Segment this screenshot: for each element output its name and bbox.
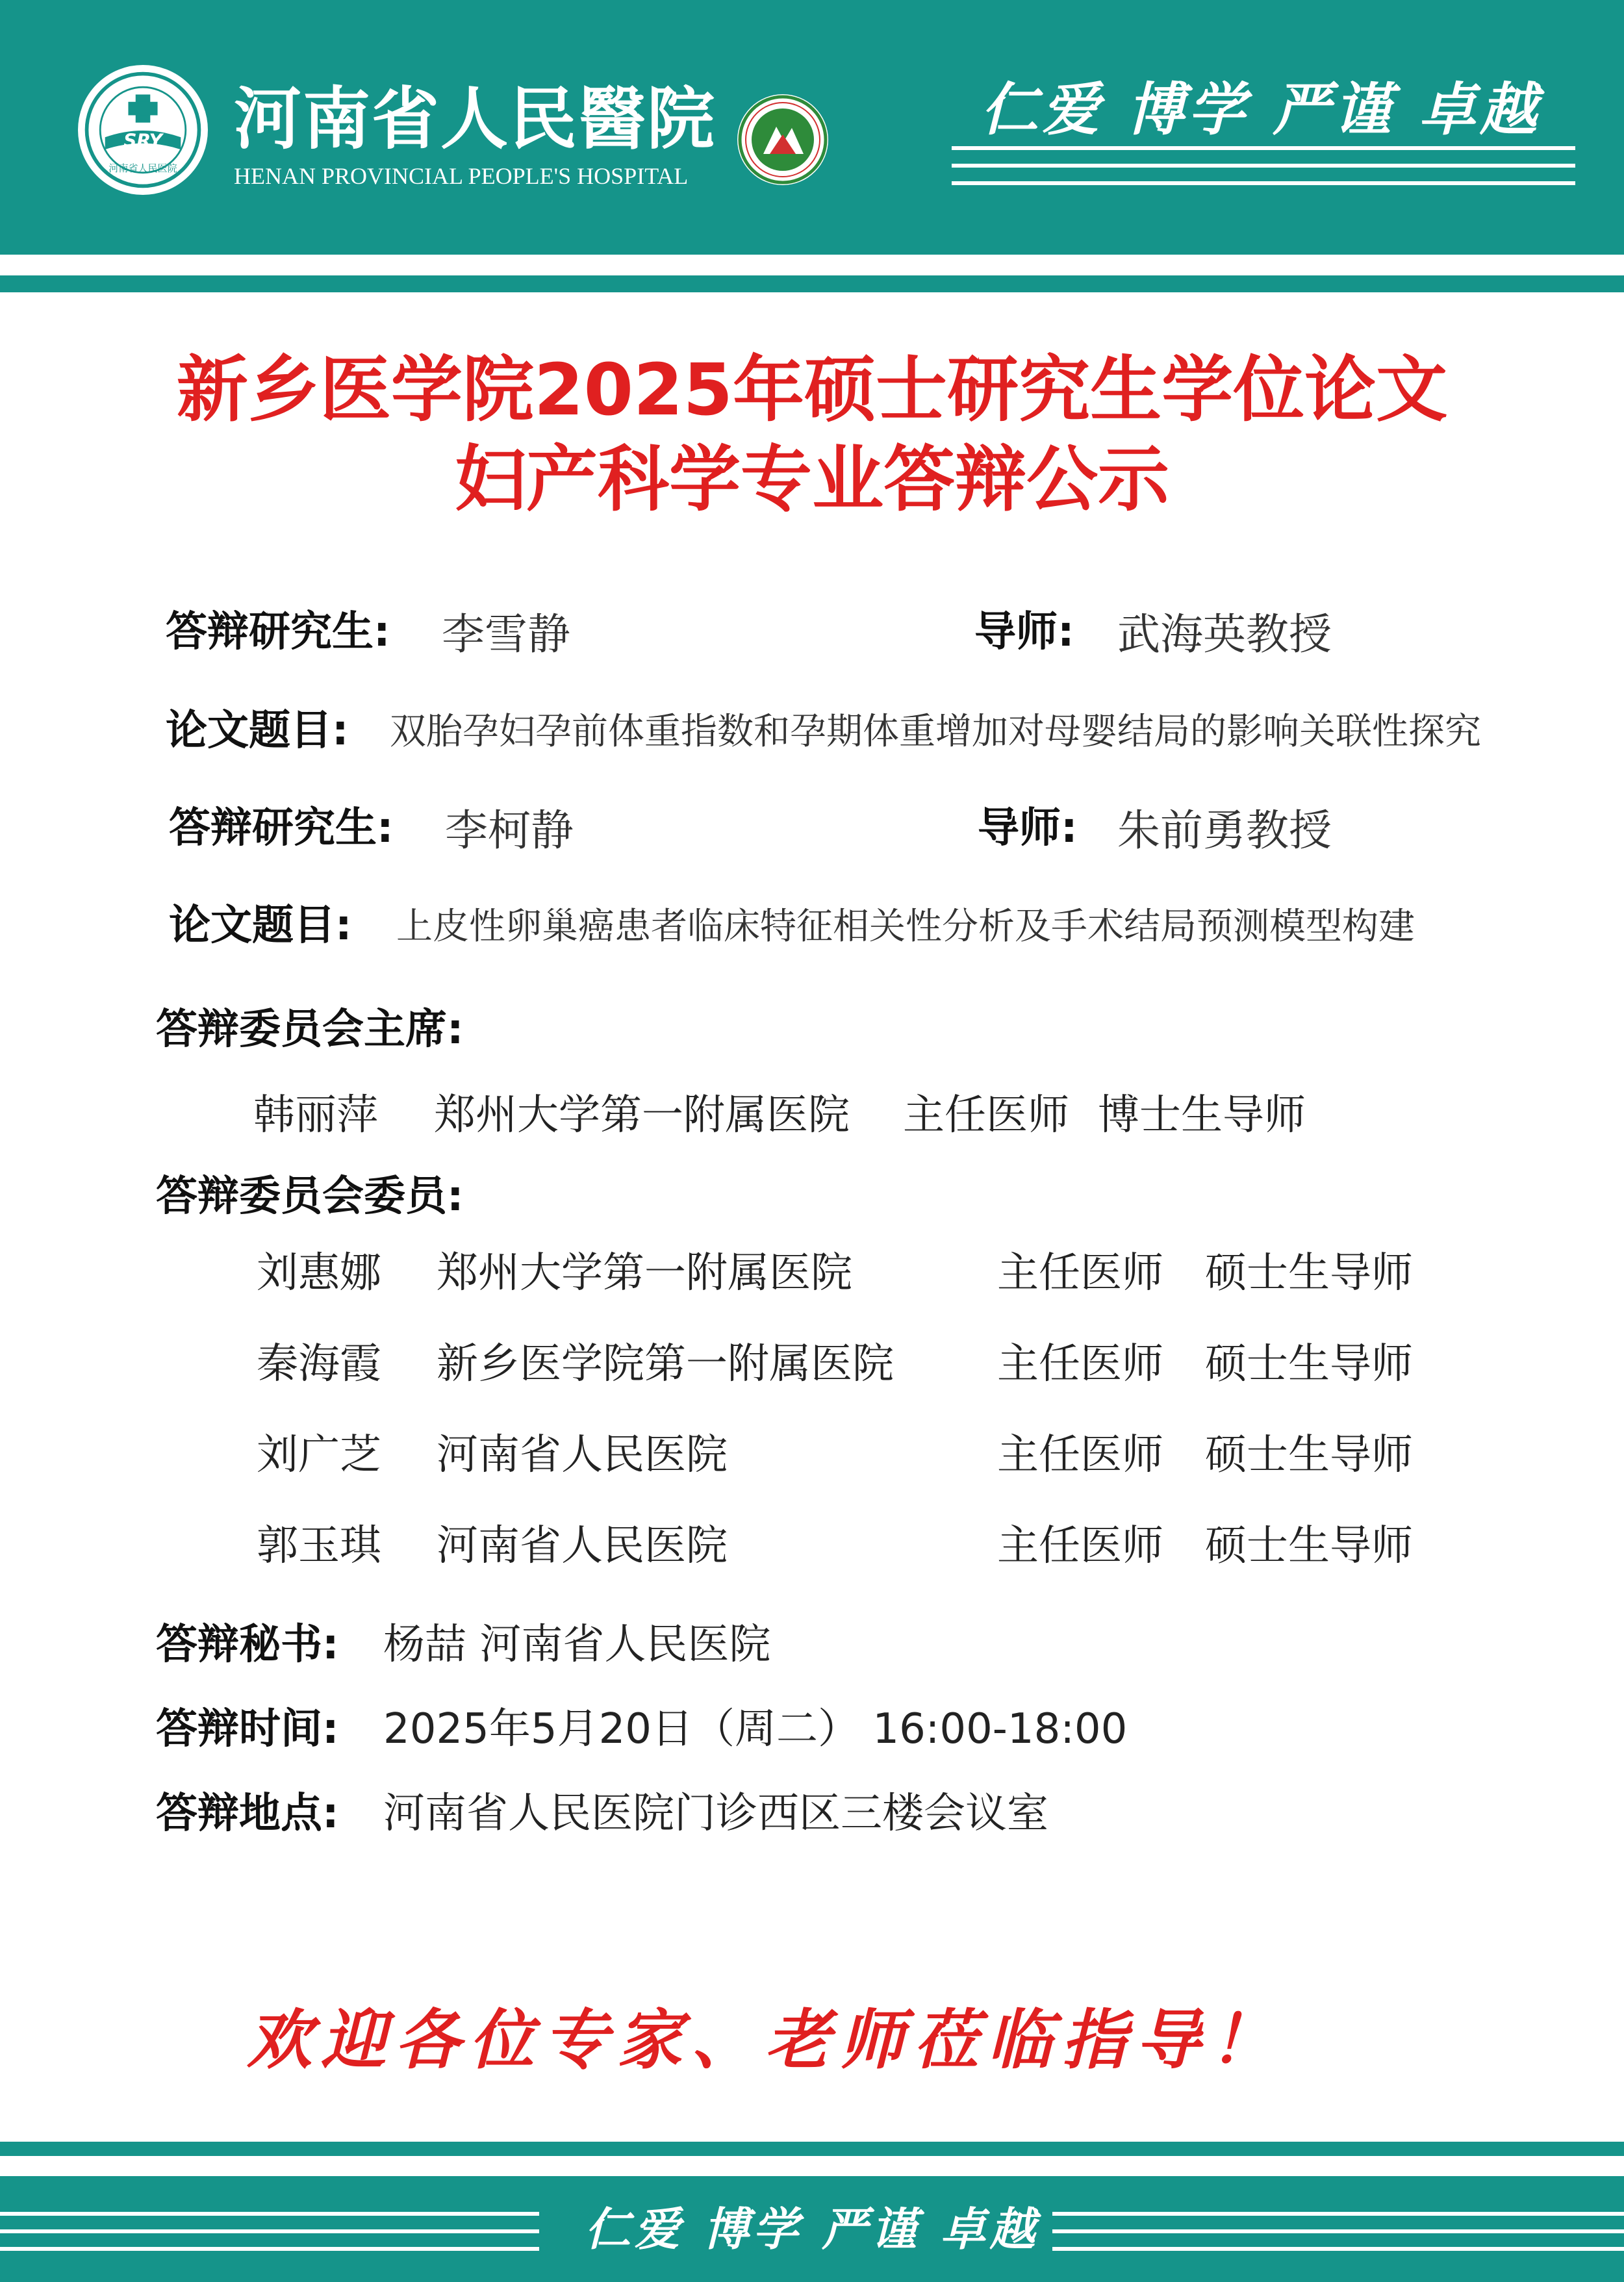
advisor-label: 导师: xyxy=(978,804,1078,852)
motto-top: 仁爱 博学 严谨 卓越 xyxy=(981,75,1541,143)
chair-role: 博士生导师 xyxy=(1098,1091,1306,1139)
place-label: 答辩地点: xyxy=(156,1790,339,1838)
footer-divider xyxy=(0,2212,539,2216)
student-label: 答辩研究生: xyxy=(166,608,390,656)
hospital-name-en: HENAN PROVINCIAL PEOPLE'S HOSPITAL xyxy=(234,163,689,189)
footer-divider xyxy=(1052,2229,1624,2233)
member-title: 主任医师 xyxy=(997,1249,1163,1297)
motto-divider xyxy=(952,181,1575,185)
place-value: 河南省人民医院门诊西区三楼会议室 xyxy=(383,1790,1048,1838)
member-role: 硕士生导师 xyxy=(1205,1249,1413,1297)
footer-divider xyxy=(0,2247,539,2251)
member-org: 河南省人民医院 xyxy=(437,1522,728,1570)
thesis-label: 论文题目: xyxy=(169,902,352,950)
thesis-label: 论文题目: xyxy=(166,707,349,755)
page-subtitle: 妇产科学专业答辩公示 xyxy=(455,438,1169,521)
motto-bottom: 仁爱 博学 严谨 卓越 xyxy=(585,2202,1039,2256)
footer-divider xyxy=(1052,2212,1624,2216)
time-value: 2025年5月20日（周二） 16:00-18:00 xyxy=(383,1705,1128,1753)
member-org: 河南省人民医院 xyxy=(437,1431,728,1479)
committee-members-label: 答辩委员会委员: xyxy=(156,1173,464,1221)
motto-divider xyxy=(952,146,1575,150)
time-label: 答辩时间: xyxy=(156,1705,339,1753)
member-name: 郭玉琪 xyxy=(257,1522,381,1570)
footer-divider xyxy=(1052,2247,1624,2251)
secretary-label: 答辩秘书: xyxy=(156,1621,339,1669)
member-org: 郑州大学第一附属医院 xyxy=(437,1249,852,1297)
hospital-logo xyxy=(78,65,208,195)
advisor-name: 武海英教授 xyxy=(1117,609,1332,659)
chair-org: 郑州大学第一附属医院 xyxy=(434,1091,850,1139)
member-title: 主任医师 xyxy=(997,1340,1163,1388)
thesis-title: 上皮性卵巢癌患者临床特征相关性分析及手术结局预测模型构建 xyxy=(396,906,1415,948)
motto-divider xyxy=(952,164,1575,168)
thesis-title: 双胎孕妇孕前体重指数和孕期体重增加对母婴结局的影响关联性探究 xyxy=(390,711,1481,753)
member-title: 主任医师 xyxy=(997,1522,1163,1570)
member-role: 硕士生导师 xyxy=(1205,1340,1413,1388)
chair-title: 主任医师 xyxy=(903,1091,1069,1139)
secretary-value: 杨喆 河南省人民医院 xyxy=(383,1621,771,1669)
advisor-label: 导师: xyxy=(974,608,1074,656)
member-name: 刘广芝 xyxy=(257,1431,381,1479)
member-org: 新乡医学院第一附属医院 xyxy=(437,1340,894,1388)
page-title: 新乡医学院2025年硕士研究生学位论文 xyxy=(176,348,1448,431)
chair-name: 韩丽萍 xyxy=(253,1091,378,1139)
student-label: 答辩研究生: xyxy=(169,804,394,852)
student-name: 李柯静 xyxy=(445,805,574,856)
welcome-message: 欢迎各位专家、老师莅临指导！ xyxy=(247,2001,1284,2078)
header-stripe xyxy=(0,275,1624,292)
footer-stripe xyxy=(0,2142,1624,2156)
student-name: 李雪静 xyxy=(442,609,570,659)
committee-chair-label: 答辩委员会主席: xyxy=(156,1006,464,1054)
advisor-name: 朱前勇教授 xyxy=(1117,805,1332,856)
member-title: 主任医师 xyxy=(997,1431,1163,1479)
logo-ring-text: 河南省人民医院 xyxy=(108,162,177,174)
member-role: 硕士生导师 xyxy=(1205,1522,1413,1570)
footer-divider xyxy=(0,2229,539,2233)
member-role: 硕士生导师 xyxy=(1205,1431,1413,1479)
logo-text: SRY xyxy=(123,130,162,152)
hospital-name-cn: 河南省人民醫院 xyxy=(234,79,717,158)
member-name: 刘惠娜 xyxy=(257,1249,381,1297)
university-seal xyxy=(737,94,828,185)
member-name: 秦海霞 xyxy=(257,1340,381,1388)
